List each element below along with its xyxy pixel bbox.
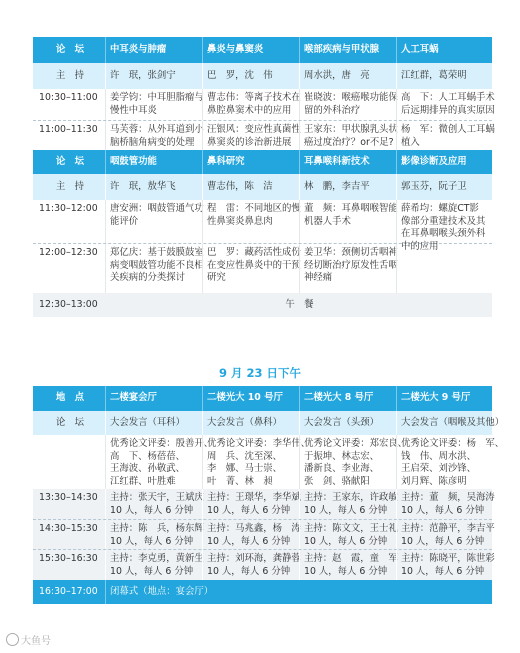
- forum-title-eustachian: 咽鼓管功能: [105, 150, 202, 174]
- watermark-text: 大鱼号: [21, 636, 51, 647]
- session-cell: 主持：王璟华，李华斌 10 人，每人 6 分钟: [202, 489, 299, 519]
- talk-cell: 王家东：甲状腺乳头状 癌过度治疗？or不足?: [299, 121, 396, 150]
- watermark-logo-icon: [6, 633, 19, 646]
- chairs-cell: 许 珉，敖华飞: [105, 174, 202, 200]
- afternoon-title: 9 月 23 日下午: [218, 366, 301, 380]
- talk-cell: 汪银风：变应性真菌性 鼻窦炎的诊治新进展: [202, 121, 299, 150]
- venue-header-row: [33, 386, 492, 411]
- session-time: 11:00–11:30: [39, 124, 98, 135]
- chairs-cell: 林 鹏，李吉平: [299, 174, 396, 200]
- judges-cell: 优秀论文评委：殷善开、 高 下、杨蓓蓓、 王海波、孙敬武、 江红群、叶胜难: [105, 435, 202, 489]
- chairs-row-2: [33, 174, 492, 200]
- talk-cell: 巴 罗：藏药活性成份 在变应性鼻炎中的干预 研究: [202, 244, 299, 293]
- talk-cell: 崔晓波：喉癌喉功能保 留的外科治疗: [299, 89, 396, 120]
- session-row: [33, 120, 495, 150]
- talk-cell: 姜卫华：颈侧切舌咽神 经切断治疗原发性舌咽 神经痛: [299, 244, 396, 293]
- talk-cell: 郑亿庆：基于鼓膜鼓室 病变咽鼓管功能不良相 关疾病的分类探讨: [105, 244, 202, 293]
- session-cell: 主持：陈晓平，陈世彩 10 人，每人 6 分钟: [396, 550, 492, 580]
- session-time: 10:30–11:00: [39, 92, 98, 103]
- forum-title-larynx-thyroid: 喉部疾病与甲状腺: [299, 37, 396, 63]
- talk-cell: 曹志伟：等离子技术在 鼻腔鼻窦术中的应用: [202, 89, 299, 120]
- session-row: [33, 89, 495, 120]
- talk-cell: 程 雷：不同地区的慢 性鼻窦炎鼻息肉: [202, 200, 299, 243]
- forum-title-cochlear-implant: 人工耳蜗: [396, 37, 492, 63]
- forum-label: 论 坛: [55, 416, 85, 428]
- forum-larynx-other: 大会发言（咽喉及其他）: [396, 411, 492, 435]
- venue-banquet-hall: 二楼宴会厅: [105, 386, 202, 411]
- chairs-label: 主 持: [55, 180, 85, 192]
- forum-title-otitis: 中耳炎与肿瘤: [105, 37, 202, 63]
- forum-otology: 大会发言（耳科）: [105, 411, 202, 435]
- forum-label: 论 坛: [55, 155, 85, 167]
- session-cell: 主持：范静平，李吉平 10 人，每人 6 分钟: [396, 520, 492, 549]
- closing-time: 16:30–17:00: [39, 585, 98, 597]
- talk-cell: 薛希均：螺旋CT影 像部分重建技术及其 在耳鼻咽喉头颈外科 中的应用: [396, 200, 492, 243]
- forum-header-row-1: [33, 37, 492, 63]
- talk-cell: 董 频：耳鼻咽喉智能 机器人手术: [299, 200, 396, 243]
- chairs-cell: 巴 罗，沈 伟: [202, 63, 299, 89]
- venue-hall-8: 二楼光大 8 号厅: [299, 386, 396, 411]
- session-cell: 主持：陈 兵，杨东辉 10 人，每人 6 分钟: [105, 520, 202, 549]
- forum-head-neck: 大会发言（头颈）: [299, 411, 396, 435]
- session-cell: 主持：马兆鑫，杨 涛 10 人，每人 6 分钟: [202, 520, 299, 549]
- session-time: 11:30–12:00: [39, 203, 98, 214]
- session-cell: 主持：陈文文，王士礼 10 人，每人 6 分钟: [299, 520, 396, 549]
- judges-cell: 优秀论文评委：郑宏良、 于振坤、林志宏、 潘新良、李业海、 张 剑、骆献阳: [299, 435, 396, 489]
- venue-hall-10: 二楼光大 10 号厅: [202, 386, 299, 411]
- session-row: [33, 200, 492, 252]
- chairs-label: 主 持: [55, 69, 85, 81]
- session-time: 15:30–16:30: [39, 553, 98, 564]
- forum-title-rhinology-research: 鼻科研究: [202, 150, 299, 174]
- chairs-cell: 郭玉芬，阮子卫: [396, 174, 492, 200]
- session-time: 14:30–15:30: [39, 523, 98, 534]
- morning-schedule-table: [33, 37, 495, 317]
- talk-cell: 马芙蓉：从外耳道到小 脑桥脑角病变的处理: [105, 121, 202, 150]
- session-cell: 主持：董 频，吴海涛 10 人，每人 6 分钟: [396, 489, 492, 519]
- session-cell: 主持：赵 霞，童 军 10 人，每人 6 分钟: [299, 550, 396, 580]
- chairs-cell: 许 珉，张剑宁: [105, 63, 202, 89]
- talk-cell: 高 下：人工耳蜗手术 后远期排异的真实原因: [396, 89, 492, 120]
- session-cell: 主持：刘环海，龚静蓉 10 人，每人 6 分钟: [202, 550, 299, 580]
- session-row: [33, 519, 495, 549]
- forum-title-imaging: 影像诊断及应用: [396, 150, 492, 174]
- chairs-cell: 江红群，葛荣明: [396, 63, 492, 89]
- forum-title-new-tech: 耳鼻喉科新技术: [299, 150, 396, 174]
- session-cell: 主持：李克勇，黄新生 10 人，每人 6 分钟: [105, 550, 202, 580]
- session-cell: 主持：张天宇，王斌庆 10 人，每人 6 分钟: [105, 489, 202, 519]
- judges-empty: [33, 435, 105, 489]
- forum-rhinology: 大会发言（鼻科）: [202, 411, 299, 435]
- judges-cell: 优秀论文评委：杨 军、 钱 伟、周水洪、 王启荣、刘沙锋、 刘月辉、陈彦明: [396, 435, 492, 489]
- session-row: [33, 549, 495, 580]
- venue-hall-9: 二楼光大 9 号厅: [396, 386, 492, 411]
- chairs-cell: 周水洪，唐 亮: [299, 63, 396, 89]
- talk-cell: 唐安洲：咽鼓管通气功 能评价: [105, 200, 202, 243]
- talk-cell: 姜学钧：中耳胆脂瘤与 慢性中耳炎: [105, 89, 202, 120]
- closing-row: [33, 580, 492, 604]
- forum-row: [33, 411, 505, 435]
- judges-row: [33, 435, 505, 489]
- watermark: [6, 632, 51, 647]
- closing-label: 闭幕式（地点：宴会厅）: [105, 580, 492, 604]
- chairs-row-1: [33, 63, 492, 89]
- lunch-label: 午 餐: [285, 298, 314, 310]
- talk-cell: 杨 军：微创人工耳蜗 植入: [396, 121, 492, 150]
- judges-cell: 优秀论文评委：李华伟、 周 兵、沈至深、 李 娜、马士崇、 叶 菁、林 昶: [202, 435, 299, 489]
- forum-title-rhinitis: 鼻炎与鼻窦炎: [202, 37, 299, 63]
- session-cell: 主持：王家东，许政敏 10 人，每人 6 分钟: [299, 489, 396, 519]
- forum-header-row-2: [33, 150, 492, 174]
- venue-label: 地 点: [55, 392, 85, 404]
- lunch-row: [33, 293, 492, 317]
- session-time: 13:30–14:30: [39, 492, 98, 503]
- chairs-cell: 曹志伟，陈 洁: [202, 174, 299, 200]
- session-row: [33, 489, 495, 519]
- forum-label: 论 坛: [55, 43, 85, 55]
- afternoon-schedule-table: [33, 386, 505, 604]
- session-time: 12:00–12:30: [39, 247, 98, 258]
- lunch-time: 12:30–13:00: [39, 298, 98, 310]
